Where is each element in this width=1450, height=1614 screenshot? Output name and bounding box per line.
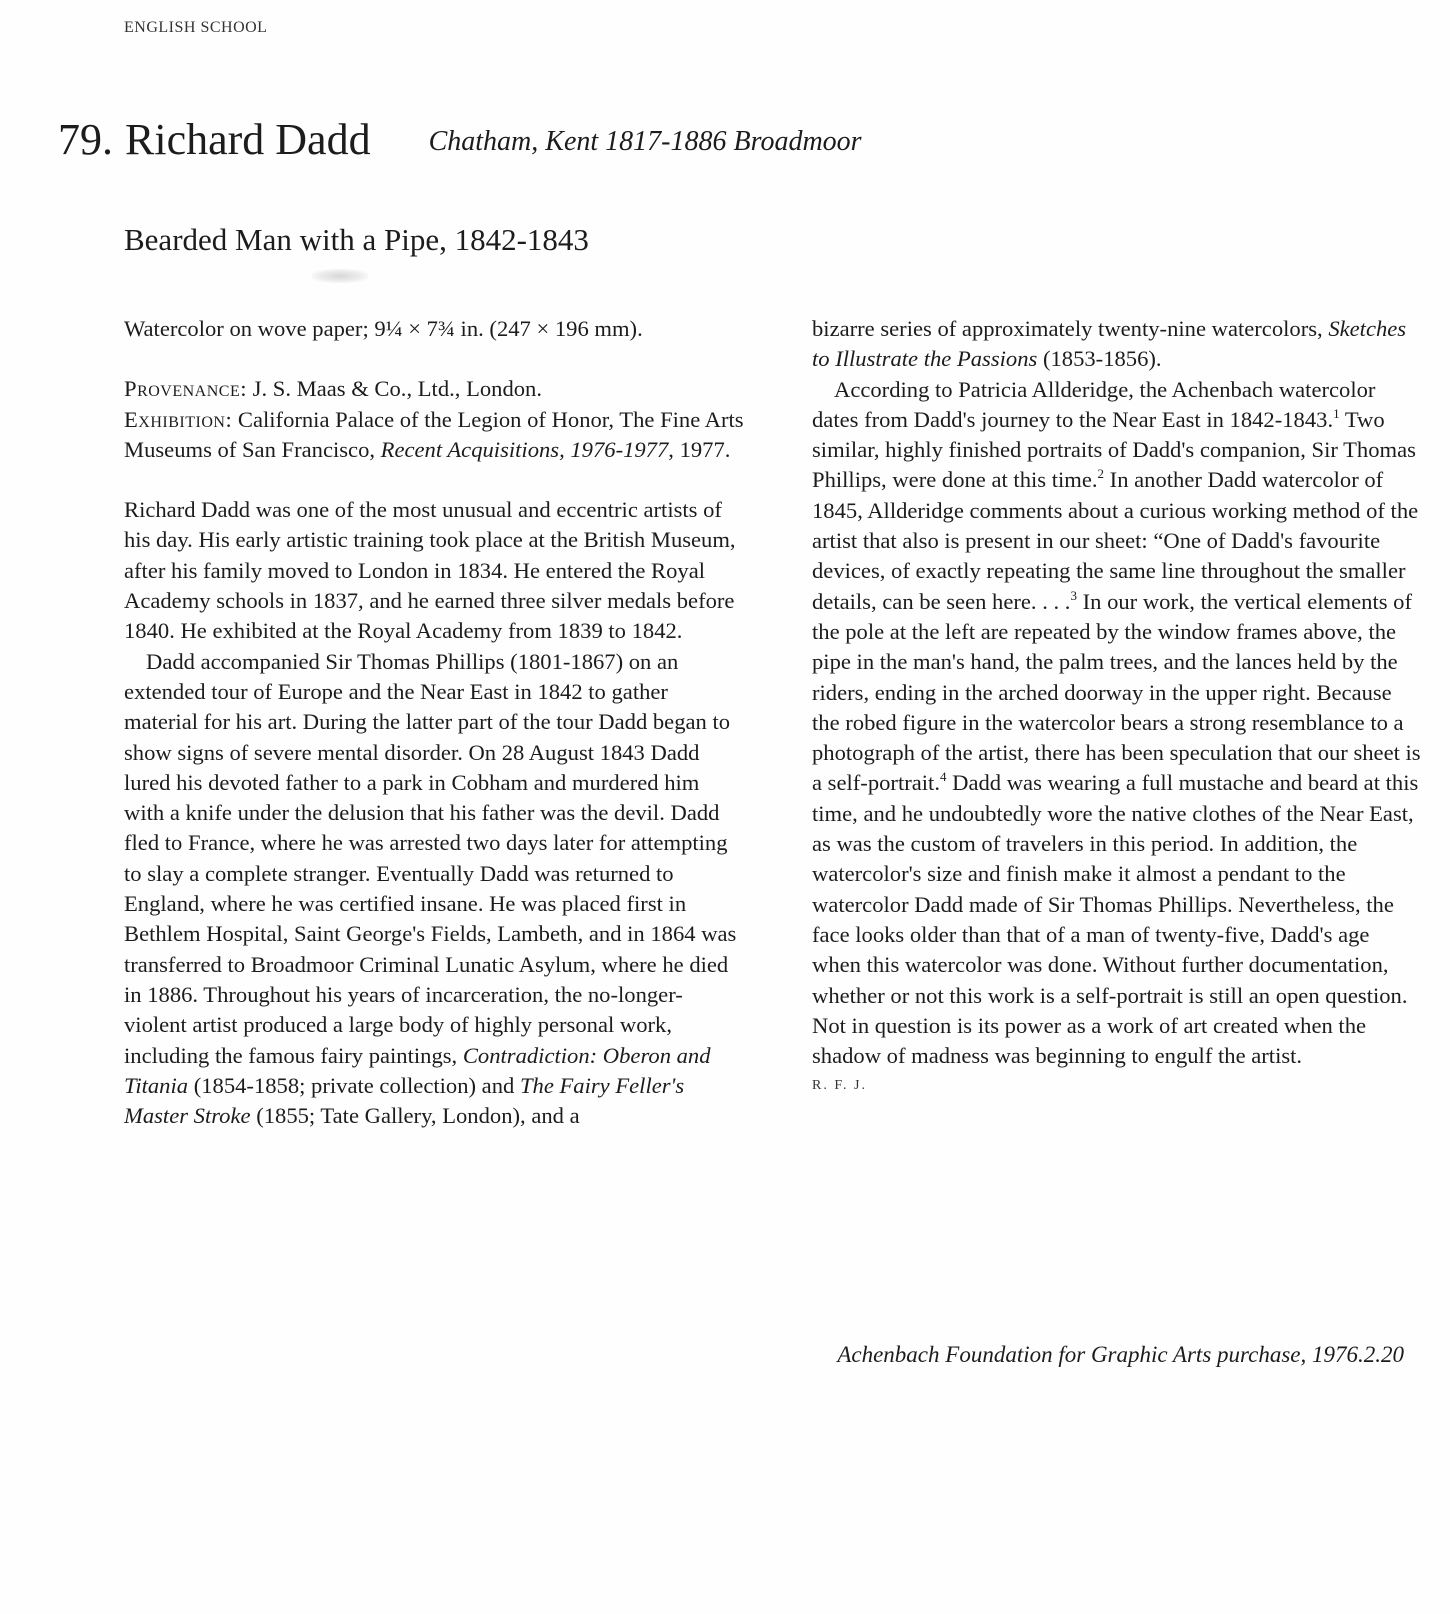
medium-line: Watercolor on wove paper; 9¼ × 7¾ in. (247 × 196 mm). xyxy=(124,316,643,341)
footnote-ref[interactable]: 2 xyxy=(1097,466,1105,482)
artist-name: Richard Dadd xyxy=(125,115,371,164)
entry-number: 79. xyxy=(58,115,113,164)
body-paragraph: Richard Dadd was one of the most unusual and eccentric artists of his day. His early artistic training took place at the British Museum, after his family moved to London in 1834. He entered the Royal Academy schools in 1837, and he earned three silver medals before 1840. He exhibited at the Royal Academy from 1839 to 1842. xyxy=(124,497,736,644)
right-column xyxy=(812,314,1422,1102)
body-paragraph: Dadd accompanied Sir Thomas Phillips (1801-1867) on an extended tour of Europe and the Near East in 1842 to gather material for his art. During the latter part of the tour Dadd began to show signs of severe mental disorder. On 28 August 1843 Dadd lured his devoted father to a park in Cobham and murdered him with a knife under the delusion that his father was the devil. Dadd fled to France, where he was arrested two days later for attempting to slay a complete stranger. Eventually Dadd was returned to England, where he was certified insane. He was placed first in Bethlem Hospital, Saint George's Fields, Lambeth, and in 1864 was transferred to Broadmoor Criminal Lunatic Asylum, where he died in 1886. Throughout his years of incarceration, the no-longer-violent artist produced a large body of highly personal work, including the famous fairy paintings, Contradiction: Oberon and Titania (1854-1858; private collection) and The Fairy Feller's Master Stroke (1855; Tate Gallery, London), and a xyxy=(124,648,737,1129)
left-column xyxy=(124,314,744,1131)
provenance-text: J. S. Maas & Co., Ltd., London. xyxy=(252,376,542,402)
body-paragraph: bizarre series of approximately twenty-nine watercolors, Sketches to Illustrate the Passions (1853-1856). xyxy=(812,316,1407,372)
footnote-ref[interactable]: 3 xyxy=(1070,587,1077,603)
entry-heading xyxy=(58,114,862,165)
exhibition xyxy=(124,405,744,466)
artwork-title: The Fairy Feller's Master Stroke xyxy=(124,1072,685,1129)
exhibition-label: Exhibition: xyxy=(124,406,233,432)
artwork-title: Contradiction: Oberon and Titania xyxy=(124,1042,711,1098)
exhibition-year: , 1977. xyxy=(668,436,731,462)
artist-life-dates: Chatham, Kent 1817-1886 Broadmoor xyxy=(428,126,862,157)
exhibition-title: Recent Acquisitions, 1976-1977 xyxy=(380,436,669,462)
artwork-title: Sketches to Illustrate the Passions xyxy=(812,316,1407,372)
provenance xyxy=(124,374,744,404)
credit-line: Achenbach Foundation for Graphic Arts purchase, 1976.2.20 xyxy=(837,1342,1404,1367)
footnote-ref[interactable]: 1 xyxy=(1333,405,1340,421)
body-paragraph: According to Patricia Allderidge, the Achenbach watercolor dates from Dadd's journey to the Near East in 1842-1843.$^1$ Two similar, highly finished portraits of Dadd's companion, Sir Thomas Phillips, were done at this time.$^2$ In another Dadd watercolor of 1845, Allderidge comments about a curious working method of the artist that also is present in our sheet: “One of Dadd's favourite devices, of exactly repeating the same line throughout the smaller details, can be seen here. . . .$^3$ In our work, the vertical elements of the pole at the left are repeated by the window frames above, the pipe in the man's hand, the palm trees, and the lances held by the riders, ending in the arched doorway in the upper right. Because the robed figure in the watercolor bears a strong resemblance to a photograph of the artist, there has been speculation that our sheet is a self-portrait.$^4$ Dadd was wearing a full mustache and beard at this time, and he undoubtedly wore the native clothes of the Near East, as was the custom of travelers in this period. In addition, the watercolor's size and finish make it almost a pendant to the watercolor Dadd made of Sir Thomas Phillips. Nevertheless, the face looks older than that of a man of twenty-five, Dadd's age when this watercolor was done. Without further documentation, whether or not this work is a self-portrait is still an open question. Not in question is its power as a work of art created when the shadow of madness was beginning to engulf the artist. xyxy=(812,376,1421,1069)
footnote-ref[interactable]: 4 xyxy=(939,769,947,785)
exhibition-text: California Palace of the Legion of Honor, The Fine Arts Museums of San Francisco, xyxy=(124,406,744,462)
running-head: ENGLISH SCHOOL xyxy=(124,19,268,36)
provenance-label: Provenance: xyxy=(124,376,248,402)
work-title: Bearded Man with a Pipe, 1842-1843 xyxy=(124,222,589,257)
author-initials: R. F. J. xyxy=(812,1078,867,1094)
paper-smudge xyxy=(312,269,368,283)
